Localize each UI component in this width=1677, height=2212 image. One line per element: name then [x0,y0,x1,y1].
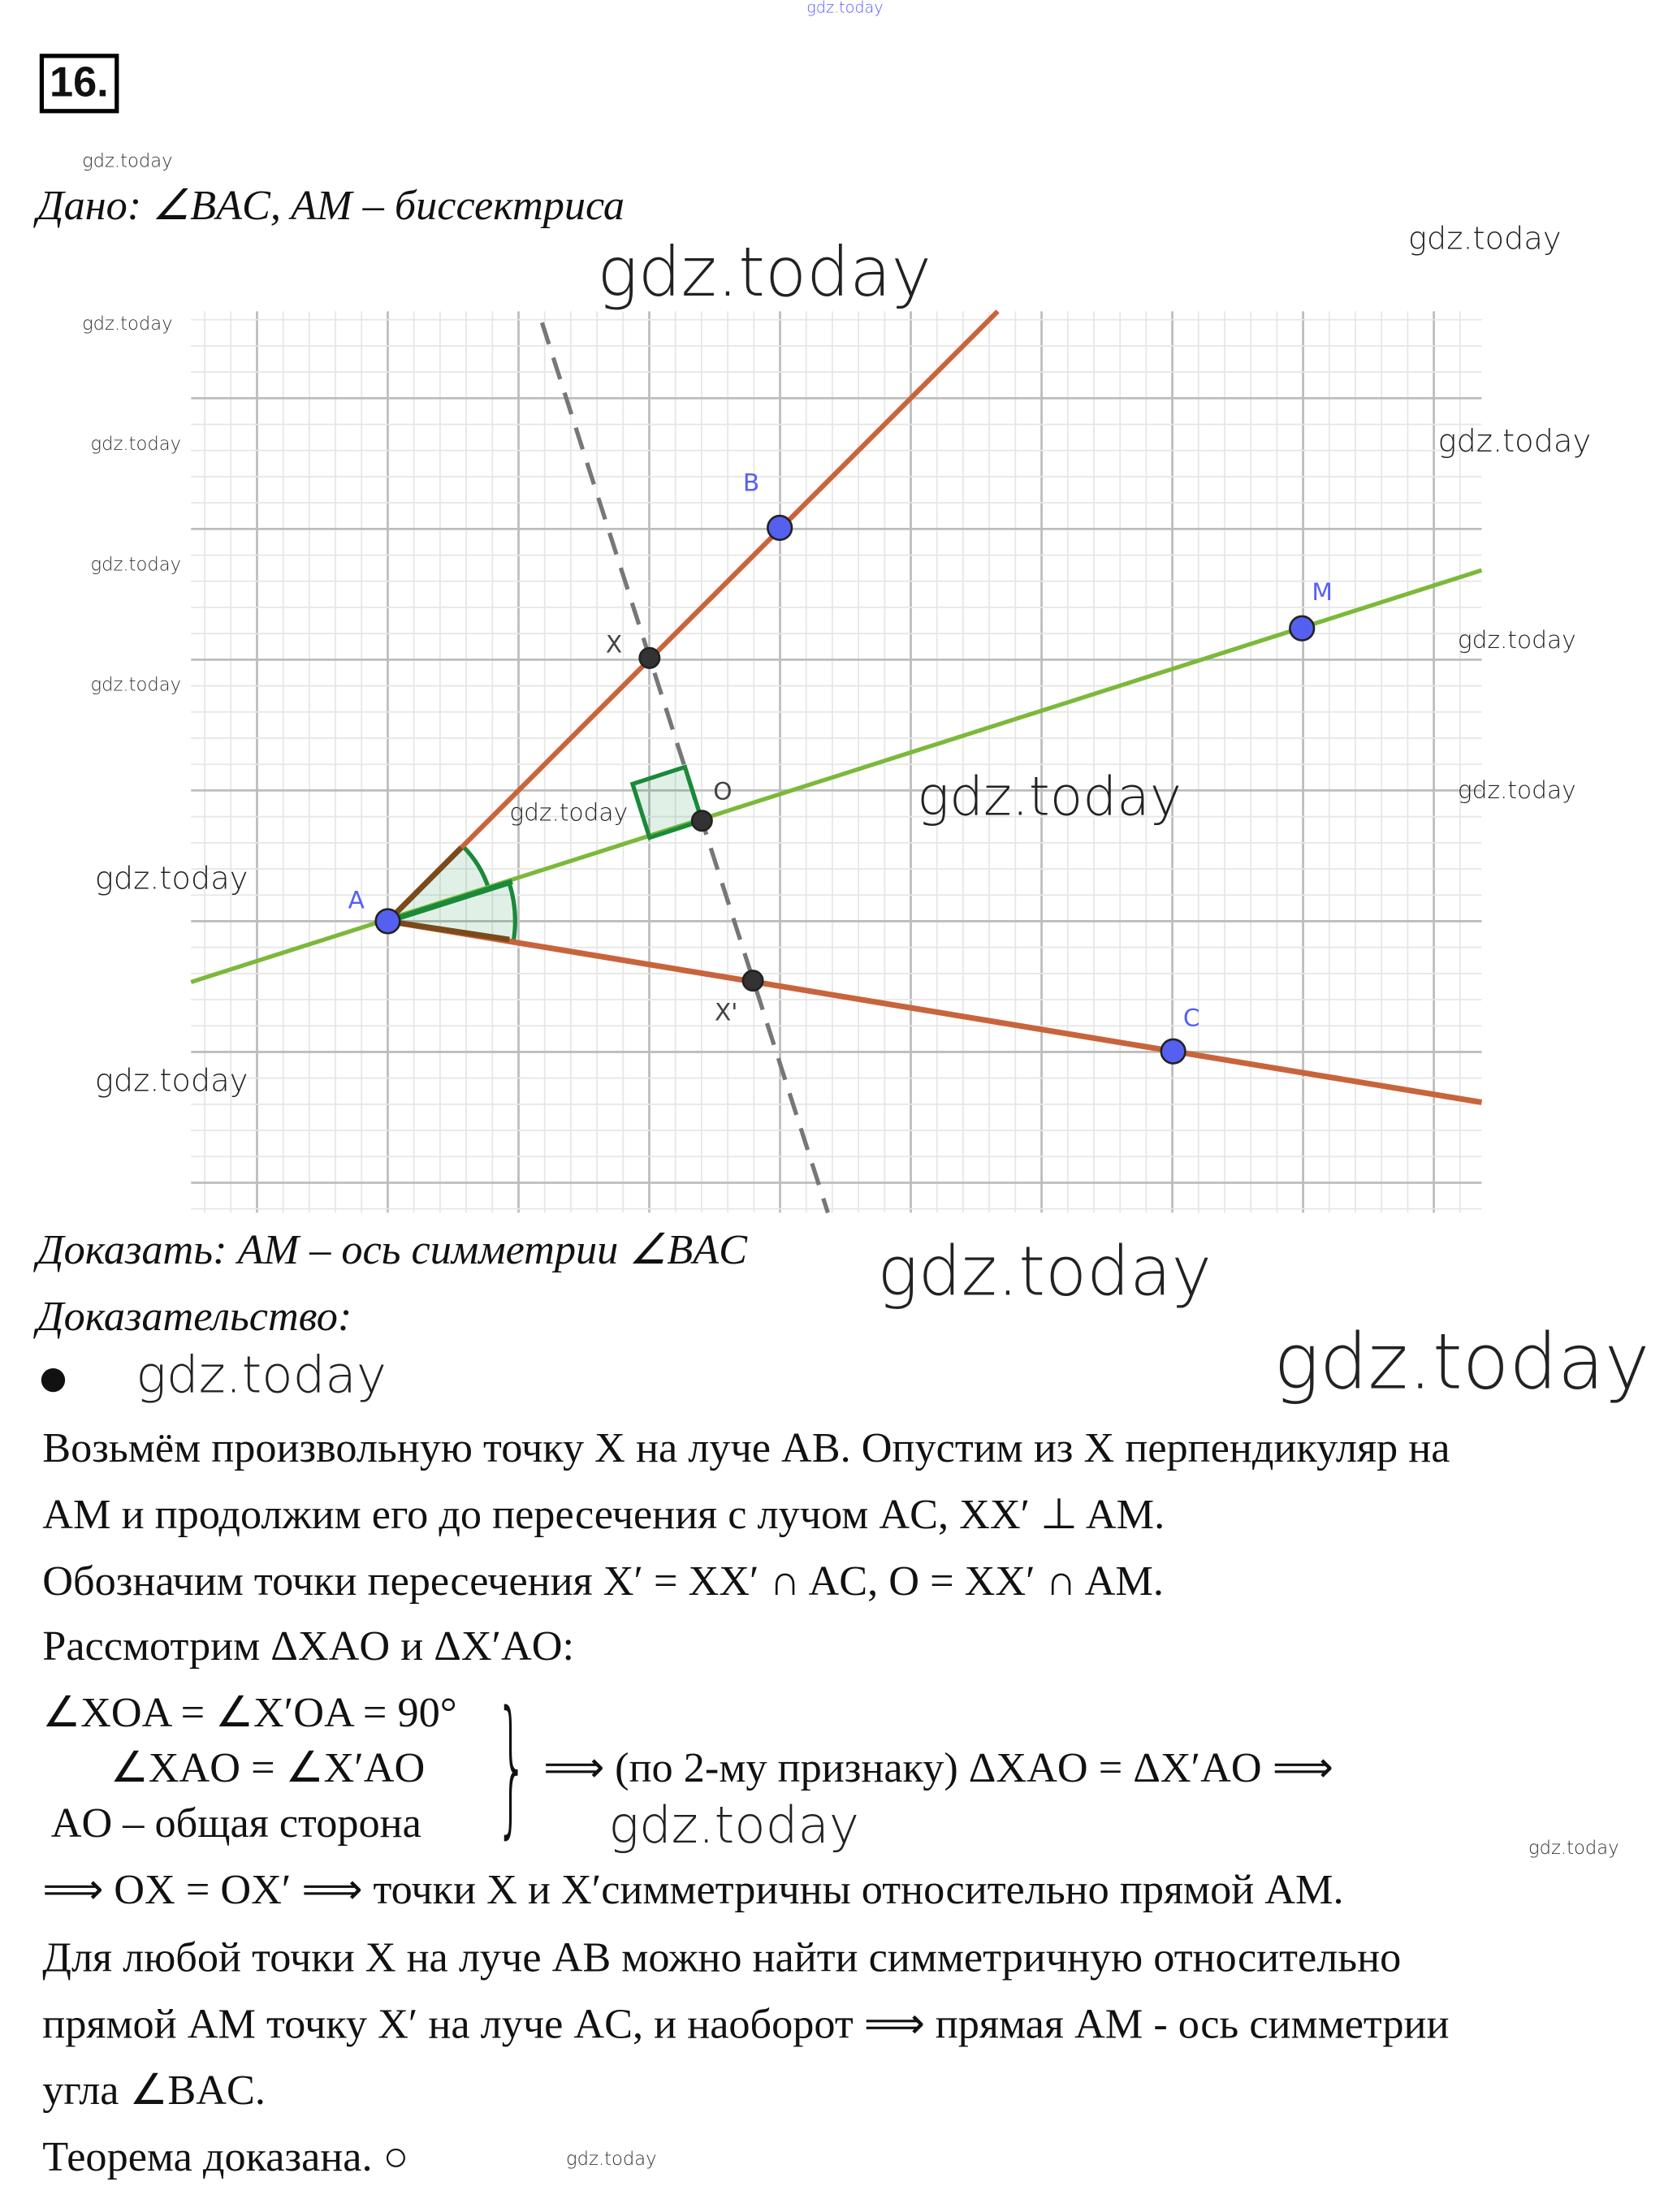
proof-line: ⟹ OX = OX′ ⟹ точки X и X′симметричны относительно прямой AM. [42,1866,1344,1913]
brace: } [495,1679,529,1853]
right-angle-mark [633,767,702,837]
point-label-xp: X' [715,998,738,1026]
point-label-x: X [605,630,623,659]
prove-label: Доказать: [37,1226,227,1274]
watermark: gdz.today [90,675,182,697]
proof-line: прямой AM точку X′ на луче AC, и наоборот ⟹ прямая AM - ось симметрии [42,2001,1450,2048]
proof-line: Возьмём произвольную точку X на луче AB. Опустим из X перпендикуляр на [42,1424,1450,1472]
point-a [376,909,400,934]
system-condition: AO – общая сторона [50,1799,421,1847]
point-xp [743,970,763,990]
proof-label: Доказательство: [37,1293,352,1341]
point-label-c: C [1182,1004,1200,1032]
prove-text: AM – ось симметрии ∠BAC [237,1226,747,1274]
point-m [1290,616,1314,641]
point-c [1161,1039,1186,1064]
proof-line: Для любой точки X на луче AB можно найти симметричную относительно [42,1934,1402,1981]
system-conclusion: ⟹ (по 2-му признаку) ΔXAO = ΔX′AO ⟹ [543,1744,1333,1792]
watermark: gdz.today [509,799,629,828]
problem-number: 16. [40,54,119,113]
watermark: gdz.today [82,313,173,335]
given-text: ∠BAC, AM – биссектриса [152,182,625,230]
point-o [692,811,711,831]
point-b [767,516,792,540]
watermark: gdz.today [877,1232,1212,1312]
proof-line: Теорема доказана. ○ [42,2133,409,2181]
point-label-b: B [742,469,760,497]
proof-line: AM и продолжим его до пересечения с лучом AC, XX′ ⊥ AM. [42,1491,1165,1539]
watermark: gdz.today [94,862,249,897]
watermark: gdz.today [1437,424,1592,460]
system-condition: ∠XOA = ∠X′OA = 90° [42,1689,457,1737]
point-label-m: M [1312,577,1333,606]
proof-line: Обозначим точки пересечения X′ = XX′ ∩ AC, O = XX′ ∩ AM. [42,1557,1164,1605]
watermark: gdz.today [597,233,931,313]
watermark: gdz.today [82,151,173,173]
system-condition: ∠XAO = ∠X′AO [110,1744,426,1792]
ray-ab [387,311,997,921]
proof-line: Рассмотрим ΔXAO и ΔX′AO: [42,1622,575,1670]
watermark: gdz.today [917,765,1182,828]
ray-ac [387,921,1481,1102]
point-label-o: O [713,777,733,806]
watermark: gdz.today [806,0,884,17]
watermark: gdz.today [1273,1317,1650,1407]
proof-line: угла ∠BAC. [42,2067,266,2115]
prove-line [37,1225,747,1275]
watermark: gdz.today [136,1346,387,1406]
watermark: gdz.today [608,1797,860,1856]
watermark: gdz.today [566,2149,657,2171]
point-label-a: A [348,886,365,914]
watermark: gdz.today [90,434,182,456]
watermark: gdz.today [1407,222,1562,258]
watermark: gdz.today [90,555,182,577]
point-x [640,648,659,667]
bullet: ● [39,1361,67,1397]
watermark: gdz.today [1457,776,1576,806]
given-label: Дано: [37,182,142,230]
watermark: gdz.today [94,1064,249,1100]
watermark: gdz.today [1528,1838,1619,1860]
watermark: gdz.today [1457,626,1576,655]
